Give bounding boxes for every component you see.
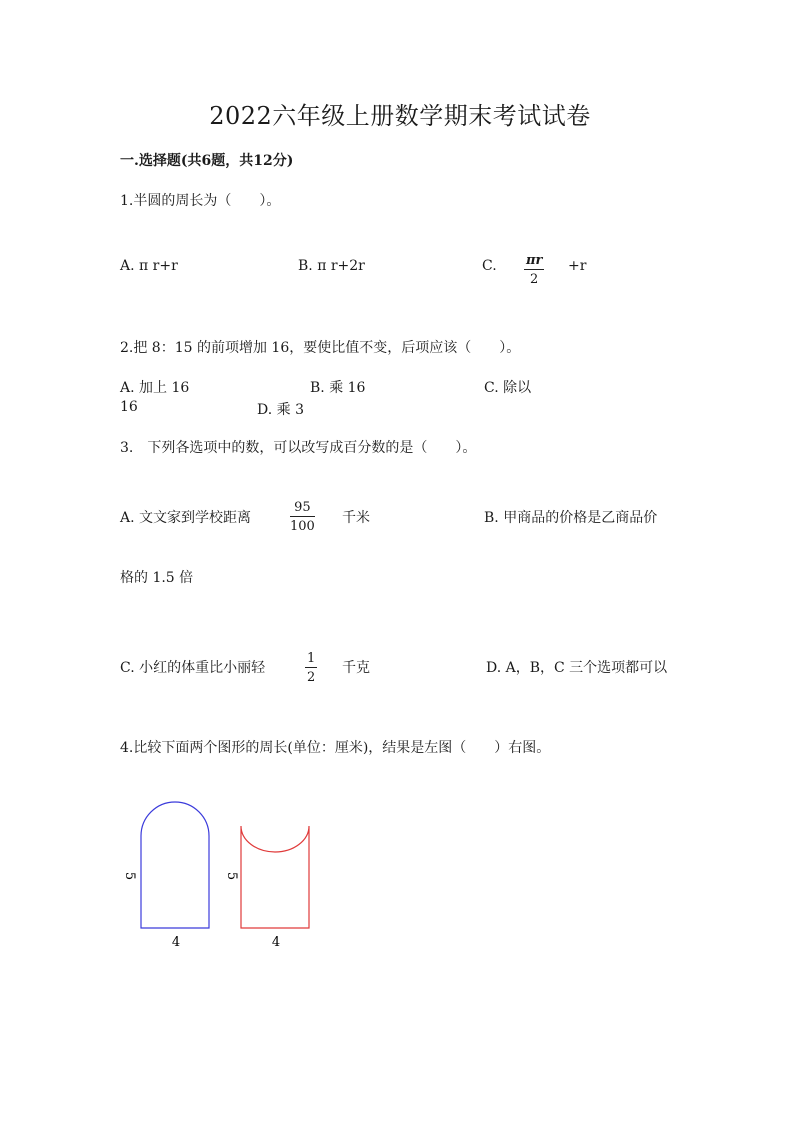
question-3-stem: 3. 下列各选项中的数，可以改写成百分数的是（ ）。: [120, 440, 477, 456]
section-heading: 一.选择题(共6题，共12分): [120, 153, 294, 169]
question-1-option-c-fraction: [524, 254, 544, 286]
question-3-option-a: A. 文文家到学校距离: [120, 510, 252, 526]
fraction-numerator: πr: [526, 253, 543, 268]
fraction-numerator: 95: [294, 500, 311, 515]
question-4-figures: [110, 790, 340, 960]
question-2-option-d: D. 乘 3: [257, 402, 304, 418]
question-4-stem: 4.比较下面两个图形的周长(单位：厘米)，结果是左图（ ）右图。: [120, 740, 551, 756]
question-3-option-d: D. A，B，C 三个选项都可以: [486, 660, 668, 676]
question-1-option-a: A. π r+r: [120, 258, 178, 274]
left-figure-outline: [141, 802, 209, 928]
left-figure-width-label: 4: [171, 935, 181, 950]
fraction-denominator: 2: [307, 670, 316, 685]
right-figure-outline: [241, 826, 309, 928]
question-2-option-c: C. 除以: [484, 380, 532, 396]
question-1-stem: 1.半圆的周长为（ ）。: [120, 193, 281, 209]
question-1-option-b: B. π r+2r: [298, 258, 365, 274]
left-figure-height-label: 5: [122, 871, 137, 881]
right-figure-width-label: 4: [271, 935, 281, 950]
question-2-option-a: A. 加上 16: [120, 380, 190, 396]
question-1-option-c-tail: +r: [568, 258, 587, 274]
fraction-denominator: 2: [530, 272, 539, 287]
question-2-option-c-wrap: 16: [120, 399, 138, 415]
question-2-stem: 2.把 8：15 的前项增加 16，要使比值不变，后项应该（ ）。: [120, 340, 521, 356]
question-3-option-a-unit: 千米: [342, 510, 370, 526]
right-figure-height-label: 5: [224, 871, 239, 881]
right-figure: [224, 826, 309, 950]
left-figure: [122, 802, 209, 950]
question-3-option-b: B. 甲商品的价格是乙商品价: [484, 510, 658, 526]
fraction-denominator: 100: [290, 519, 315, 534]
question-3-option-c: C. 小红的体重比小丽轻: [120, 660, 266, 676]
question-1-option-c: C.: [482, 258, 497, 274]
question-3-option-c-fraction: [305, 652, 317, 684]
question-2-option-b: B. 乘 16: [310, 380, 366, 396]
fraction-numerator: 1: [307, 651, 316, 666]
question-3-option-c-unit: 千克: [342, 660, 370, 676]
page-title: 2022六年级上册数学期末考试试卷: [209, 102, 591, 130]
question-3-option-a-fraction: [290, 501, 315, 533]
question-3-option-b-wrap: 格的 1.5 倍: [120, 570, 194, 586]
